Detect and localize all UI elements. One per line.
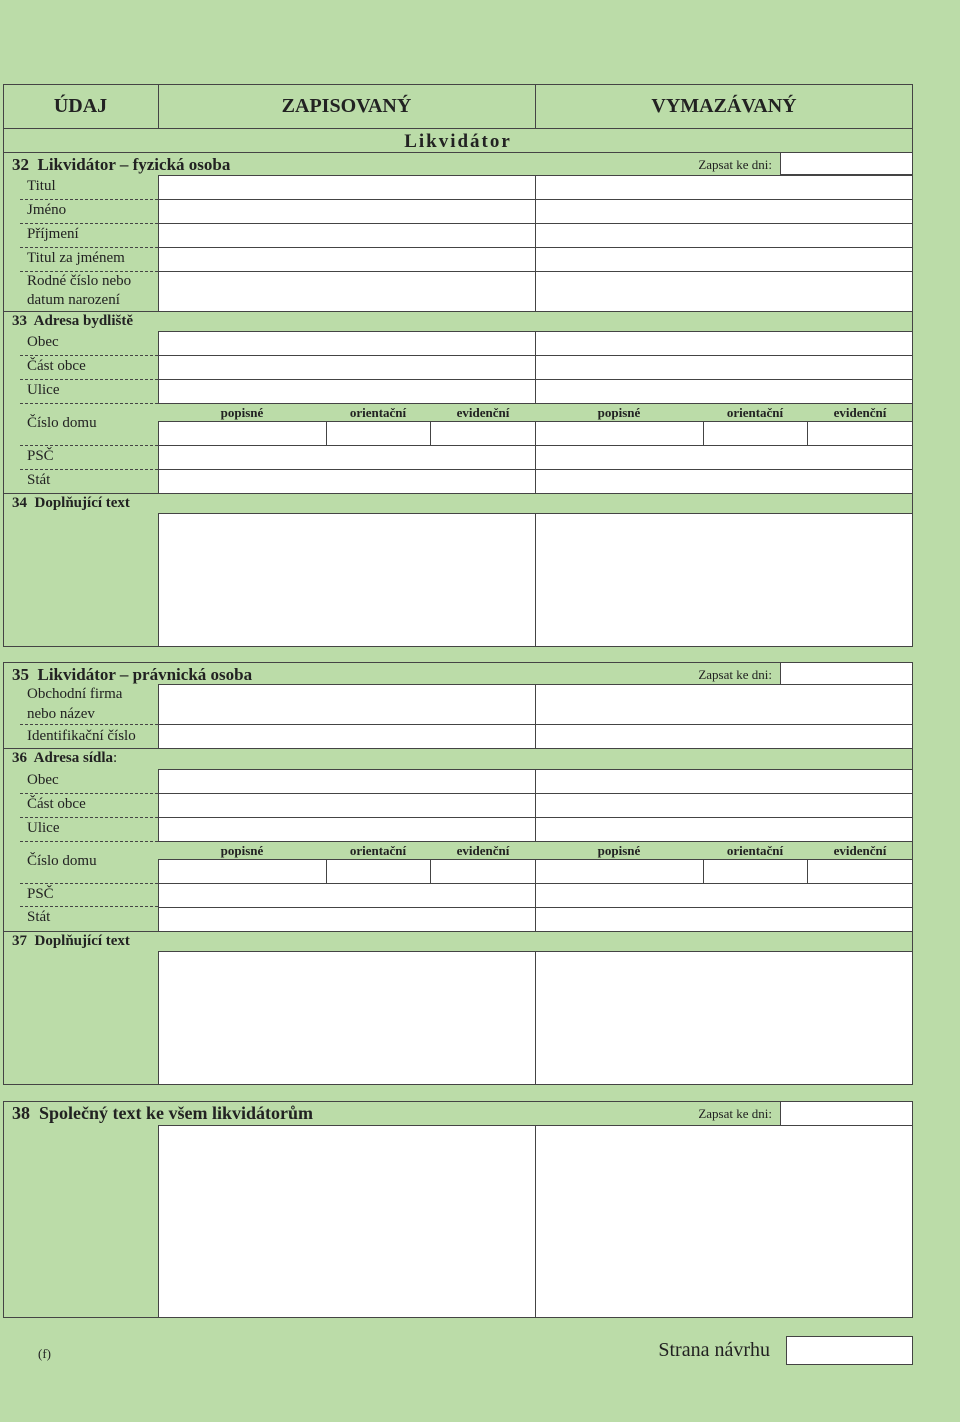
cast-obce-vymazavany-input[interactable] — [535, 355, 913, 380]
prijmeni-vymazavany-input[interactable] — [535, 223, 913, 248]
prijmeni-zapisovany-input[interactable] — [158, 223, 536, 248]
cast-obce-vymazavany-input[interactable] — [535, 793, 913, 818]
obchodni-firma-vymazavany-input[interactable] — [535, 684, 913, 725]
section-title-likvidator: Likvidátor — [404, 131, 512, 152]
label-cislo-domu: Číslo domu — [27, 415, 97, 431]
subheader-popisne: popisné — [597, 843, 641, 858]
divider — [158, 841, 913, 842]
label-stat: Stát — [27, 909, 51, 925]
psc-vymazavany-input[interactable] — [535, 883, 913, 908]
zapsat-ke-dni-label: Zapsat ke dni: — [698, 667, 772, 682]
cislo-orientacni-zapisovany-input[interactable] — [326, 421, 431, 446]
stat-vymazavany-input[interactable] — [535, 469, 913, 494]
stat-zapisovany-input[interactable] — [158, 469, 536, 494]
label-nebo-nazev: nebo název — [27, 706, 95, 722]
cislo-orientacni-vymazavany-input[interactable] — [703, 859, 808, 884]
section-36-title-text: 36 Adresa sídla — [12, 750, 113, 766]
subheader-orientacni: orientační — [726, 843, 784, 858]
cislo-evidencni-zapisovany-input[interactable] — [430, 859, 536, 884]
column-header-udaj: ÚDAJ — [53, 95, 108, 117]
cast-obce-zapisovany-input[interactable] — [158, 355, 536, 380]
subheader-orientacni: orientační — [349, 405, 407, 420]
obec-vymazavany-input[interactable] — [535, 769, 913, 794]
zapsat-ke-dni-field[interactable] — [780, 662, 913, 685]
subheader-evidencni: evidenční — [833, 405, 887, 420]
divider — [158, 403, 913, 404]
zapsat-ke-dni-label: Zapsat ke dni: — [698, 1106, 772, 1121]
cislo-evidencni-vymazavany-input[interactable] — [807, 421, 913, 446]
section-35-title: 35 Likvidátor – právnická osoba — [12, 665, 253, 684]
divider — [20, 793, 158, 794]
ic-vymazavany-input[interactable] — [535, 724, 913, 749]
label-ulice: Ulice — [27, 820, 60, 836]
stat-zapisovany-input[interactable] — [158, 907, 536, 932]
titul-za-vymazavany-input[interactable] — [535, 247, 913, 272]
label-stat: Stát — [27, 472, 51, 488]
ulice-zapisovany-input[interactable] — [158, 817, 536, 842]
zapsat-ke-dni-label: Zapsat ke dni: — [698, 157, 772, 172]
doplnujici-text-zapisovany-textarea[interactable] — [158, 513, 536, 647]
psc-vymazavany-input[interactable] — [535, 445, 913, 470]
divider — [20, 271, 158, 272]
ulice-zapisovany-input[interactable] — [158, 379, 536, 404]
label-obec: Obec — [27, 772, 59, 788]
label-titul: Titul — [27, 178, 56, 194]
cislo-orientacni-vymazavany-input[interactable] — [703, 421, 808, 446]
label-psc: PSČ — [27, 886, 54, 902]
column-header-vymazavany: VYMAZÁVANÝ — [651, 95, 797, 117]
label-datum-narozeni: datum narození — [27, 292, 120, 308]
stat-vymazavany-input[interactable] — [535, 907, 913, 932]
cislo-popisne-zapisovany-input[interactable] — [158, 859, 327, 884]
zapsat-ke-dni-field[interactable] — [780, 152, 913, 175]
label-titul-za-jmenem: Titul za jménem — [27, 250, 125, 266]
doplnujici-text-zapisovany-textarea[interactable] — [158, 951, 536, 1085]
subheader-evidencni: evidenční — [833, 843, 887, 858]
subheader-popisne: popisné — [597, 405, 641, 420]
label-cast-obce: Část obce — [27, 358, 86, 374]
subheader-orientacni: orientační — [726, 405, 784, 420]
cislo-popisne-vymazavany-input[interactable] — [535, 421, 704, 446]
doplnujici-text-vymazavany-textarea[interactable] — [535, 951, 913, 1085]
subheader-orientacni: orientační — [349, 843, 407, 858]
obec-zapisovany-input[interactable] — [158, 331, 536, 356]
obec-zapisovany-input[interactable] — [158, 769, 536, 794]
column-header-zapisovany: ZAPISOVANÝ — [281, 95, 412, 117]
spolecny-text-vymazavany-textarea[interactable] — [535, 1125, 913, 1318]
cislo-popisne-vymazavany-input[interactable] — [535, 859, 704, 884]
divider — [20, 906, 158, 907]
titul-za-zapisovany-input[interactable] — [158, 247, 536, 272]
ulice-vymazavany-input[interactable] — [535, 379, 913, 404]
obchodni-firma-zapisovany-input[interactable] — [158, 684, 536, 725]
label-cast-obce: Část obce — [27, 796, 86, 812]
divider — [20, 445, 158, 446]
label-rodne-cislo: Rodné číslo nebo — [27, 273, 132, 289]
strana-navrhu-field[interactable] — [786, 1336, 913, 1365]
label-cislo-domu: Číslo domu — [27, 853, 97, 869]
label-obec: Obec — [27, 334, 59, 350]
doplnujici-text-vymazavany-textarea[interactable] — [535, 513, 913, 647]
section-33-title: 33 Adresa bydliště — [12, 313, 133, 329]
ic-zapisovany-input[interactable] — [158, 724, 536, 749]
cast-obce-zapisovany-input[interactable] — [158, 793, 536, 818]
jmeno-zapisovany-input[interactable] — [158, 199, 536, 224]
spolecny-text-zapisovany-textarea[interactable] — [158, 1125, 536, 1318]
label-ulice: Ulice — [27, 382, 60, 398]
psc-zapisovany-input[interactable] — [158, 445, 536, 470]
cislo-evidencni-vymazavany-input[interactable] — [807, 859, 913, 884]
cislo-orientacni-zapisovany-input[interactable] — [326, 859, 431, 884]
section-32-title: 32 Likvidátor – fyzická osoba — [12, 155, 231, 174]
divider — [20, 403, 158, 404]
section-36-title-colon: : — [113, 750, 118, 766]
divider — [20, 724, 158, 725]
divider — [20, 469, 158, 470]
titul-zapisovany-input[interactable] — [158, 175, 536, 200]
zapsat-ke-dni-field[interactable] — [780, 1101, 913, 1126]
label-identifikacni-cislo: Identifikační číslo — [27, 728, 136, 744]
form-mark: (f) — [38, 1346, 51, 1361]
subheader-popisne: popisné — [220, 843, 264, 858]
label-jmeno: Jméno — [27, 202, 67, 218]
divider — [20, 379, 158, 380]
label-obchodni-firma: Obchodní firma — [27, 686, 123, 702]
divider — [20, 841, 158, 842]
strana-navrhu-label: Strana návrhu — [658, 1339, 770, 1361]
obec-vymazavany-input[interactable] — [535, 331, 913, 356]
rodne-cislo-zapisovany-input[interactable] — [158, 271, 536, 312]
section-37-title: 37 Doplňující text — [12, 933, 130, 949]
section-38-title: 38 Společný text ke všem likvidátorům — [12, 1103, 313, 1123]
divider — [20, 355, 158, 356]
cislo-popisne-zapisovany-input[interactable] — [158, 421, 327, 446]
divider — [3, 152, 913, 153]
divider — [20, 247, 158, 248]
cislo-evidencni-zapisovany-input[interactable] — [430, 421, 536, 446]
label-psc: PSČ — [27, 448, 54, 464]
ulice-vymazavany-input[interactable] — [535, 817, 913, 842]
divider — [20, 223, 158, 224]
jmeno-vymazavany-input[interactable] — [535, 199, 913, 224]
titul-vymazavany-input[interactable] — [535, 175, 913, 200]
subheader-popisne: popisné — [220, 405, 264, 420]
divider — [20, 199, 158, 200]
subheader-evidencni: evidenční — [456, 405, 510, 420]
rodne-cislo-vymazavany-input[interactable] — [535, 271, 913, 312]
section-34-title: 34 Doplňující text — [12, 495, 130, 511]
label-prijmeni: Příjmení — [27, 226, 79, 242]
psc-zapisovany-input[interactable] — [158, 883, 536, 908]
section-36-title — [12, 750, 117, 767]
divider — [20, 817, 158, 818]
subheader-evidencni: evidenční — [456, 843, 510, 858]
divider — [20, 883, 158, 884]
